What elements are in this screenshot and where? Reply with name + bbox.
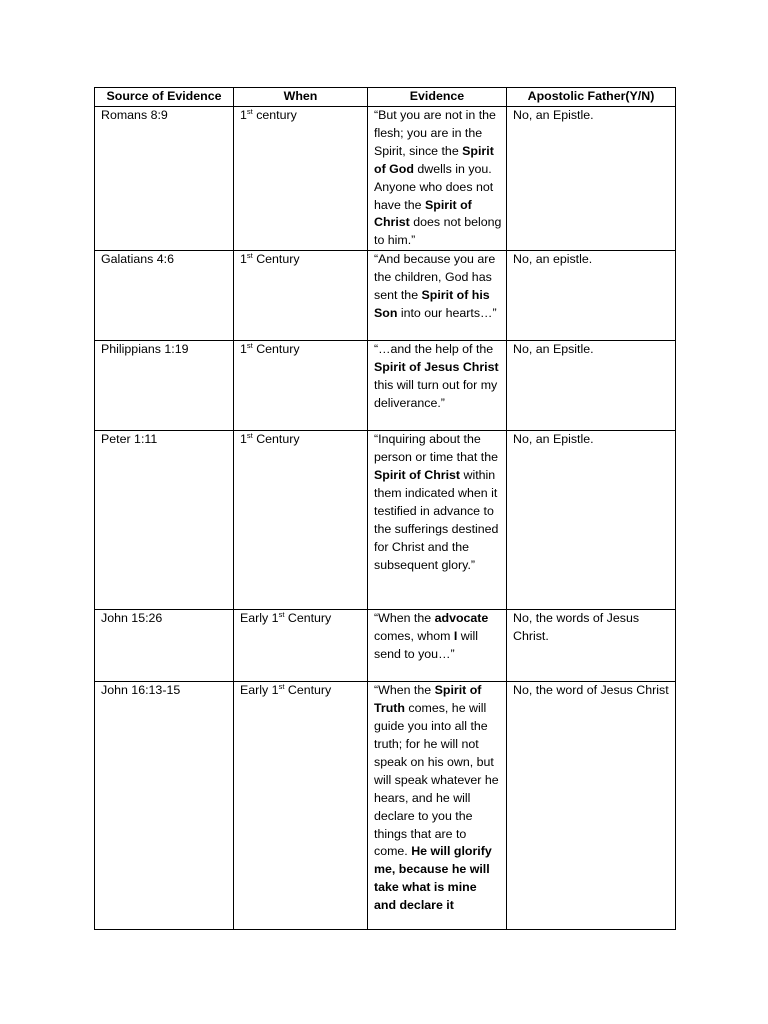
table-row: [95, 251, 676, 341]
cell-source: Romans 8:9: [95, 107, 234, 251]
evidence-emphasis: Spirit of Truth: [374, 683, 482, 716]
document-page: [94, 87, 675, 930]
header-row: [95, 88, 676, 107]
cell-evidence: [368, 107, 507, 251]
evidence-emphasis: Spirit of his Son: [374, 288, 490, 320]
evidence-text: [374, 341, 502, 413]
evidence-table: [94, 87, 676, 930]
cell-when: 1st Century: [234, 431, 368, 610]
cell-evidence: [368, 251, 507, 341]
cell-evidence: [368, 431, 507, 610]
cell-source: John 16:13-15: [95, 682, 234, 930]
evidence-emphasis: Spirit of Jesus Christ: [374, 360, 499, 375]
cell-when: Early 1st Century: [234, 610, 368, 682]
cell-apostolic: No, the word of Jesus Christ: [507, 682, 676, 930]
cell-when: Early 1st Century: [234, 682, 368, 930]
evidence-emphasis: I: [453, 629, 458, 644]
header-source: Source of Evidence: [95, 88, 234, 107]
table-row: [95, 431, 676, 610]
evidence-run: comes, whom: [374, 629, 454, 644]
cell-apostolic: No, an Epistle.: [507, 107, 676, 251]
table-row: [95, 682, 676, 930]
cell-source: John 15:26: [95, 610, 234, 682]
header-when: When: [234, 88, 368, 107]
header-apostolic-father: Apostolic Father(Y/N): [507, 88, 676, 107]
evidence-run: “When the: [374, 611, 435, 626]
cell-apostolic: No, the words of Jesus Christ.: [507, 610, 676, 682]
cell-apostolic: No, an Epsitle.: [507, 341, 676, 431]
evidence-text: [374, 107, 502, 250]
evidence-emphasis: advocate: [434, 611, 489, 626]
evidence-emphasis: Spirit of Christ: [374, 197, 472, 230]
cell-when: 1st century: [234, 107, 368, 251]
evidence-text: [374, 610, 502, 664]
evidence-text: [374, 431, 502, 574]
table-row: [95, 107, 676, 251]
cell-source: Peter 1:11: [95, 431, 234, 610]
evidence-run: “…and the help of the: [374, 342, 494, 357]
cell-apostolic: No, an Epistle.: [507, 431, 676, 610]
evidence-text: [374, 682, 502, 929]
evidence-emphasis: Spirit of God: [374, 143, 494, 176]
cell-evidence: [368, 610, 507, 682]
evidence-run: “Inquiring about the person or time that the: [374, 432, 498, 465]
evidence-run: dwells in you. Anyone who does not have the: [374, 161, 494, 212]
table-row: [95, 610, 676, 682]
cell-when: 1st Century: [234, 341, 368, 431]
evidence-run: comes, he will guide you into all the truth; for he will not speak on his own, but will speak whatever he hears, and he will declare to you the things that are to come.: [374, 701, 499, 859]
evidence-run: “But you are not in the flesh; you are in the Spirit, since the: [374, 108, 496, 158]
evidence-run: does not belong to him.”: [374, 215, 502, 248]
table-row: [95, 341, 676, 431]
evidence-run: “When the: [374, 683, 435, 698]
cell-when: 1st Century: [234, 251, 368, 341]
evidence-run: within them indicated when it testified in advance to the sufferings destined for Christ and the subsequent glory.”: [374, 468, 499, 572]
cell-source: Philippians 1:19: [95, 341, 234, 431]
evidence-run: this will turn out for my deliverance.”: [374, 378, 498, 410]
cell-evidence: [368, 341, 507, 431]
evidence-emphasis: He will glorify me, because he will take what is mine and declare it: [374, 844, 492, 913]
cell-source: Galatians 4:6: [95, 251, 234, 341]
evidence-run: into our hearts…”: [397, 305, 497, 320]
cell-apostolic: No, an epistle.: [507, 251, 676, 341]
evidence-emphasis: Spirit of Christ: [374, 468, 461, 483]
header-evidence: Evidence: [368, 88, 507, 107]
evidence-text: [374, 251, 502, 323]
cell-evidence: [368, 682, 507, 930]
evidence-run: will send to you…”: [374, 629, 478, 662]
evidence-run: “And because you are the children, God has sent the: [374, 252, 496, 303]
